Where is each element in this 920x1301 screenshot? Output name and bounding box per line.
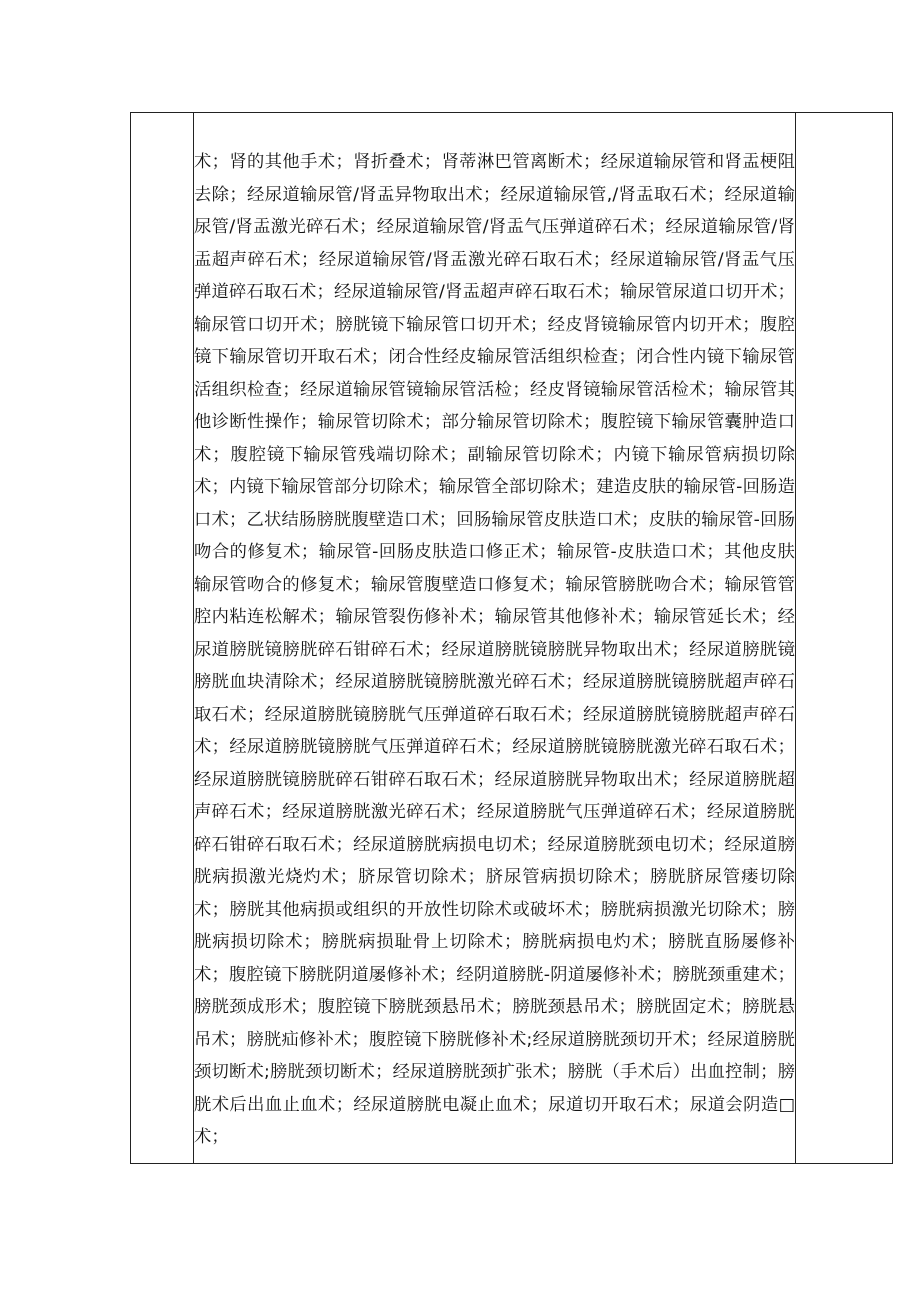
procedure-table (130, 112, 893, 1164)
procedure-list-text: 术；肾的其他手术；肾折叠术；肾蒂淋巴管离断术；经尿道输尿管和肾盂梗阻去除；经尿道输尿管/肾盂异物取出术；经尿道输尿管,/肾盂取石术；经尿道输尿管/肾盂激光碎石术；经尿道输尿管/肾盂气压弹道碎石术；经尿道输尿管/肾盂超声碎石术；经尿道输尿管/肾盂激光碎石取石术；经尿道输尿管/肾盂气压弹道碎石取石术；经尿道输尿管/肾盂超声碎石取石术；输尿管尿道口切开术；输尿管口切开术；膀胱镜下输尿管口切开术；经皮肾镜输尿管内切开术；腹腔镜下输尿管切开取石术；闭合性经皮输尿管活组织检查；闭合性内镜下输尿管活组织检查；经尿道输尿管镜输尿管活检；经皮肾镜输尿管活检术；输尿管其他诊断性操作；输尿管切除术；部分输尿管切除术；腹腔镜下输尿管囊肿造口术；腹腔镜下输尿管残端切除术；副输尿管切除术；内镜下输尿管病损切除术；内镜下输尿管部分切除术；输尿管全部切除术；建造皮肤的输尿管-回肠造口术；乙状结肠膀胱腹壁造口术；回肠输尿管皮肤造口术；皮肤的输尿管-回肠吻合的修复术；输尿管-回肠皮肤造口修正术；输尿管-皮肤造口术；其他皮肤输尿管吻合的修复术；输尿管腹壁造口修复术；输尿管膀胱吻合术；输尿管管腔内粘连松解术；输尿管裂伤修补术；输尿管其他修补术；输尿管延长术；经尿道膀胱镜膀胱碎石钳碎石术；经尿道膀胱镜膀胱异物取出术；经尿道膀胱镜膀胱血块清除术；经尿道膀胱镜膀胱激光碎石术；经尿道膀胱镜膀胱超声碎石取石术；经尿道膀胱镜膀胱气压弹道碎石取石术；经尿道膀胱镜膀胱超声碎石术；经尿道膀胱镜膀胱气压弹道碎石术；经尿道膀胱镜膀胱激光碎石取石术；经尿道膀胱镜膀胱碎石钳碎石取石术；经尿道膀胱异物取出术；经尿道膀胱超声碎石术；经尿道膀胱激光碎石术；经尿道膀胱气压弹道碎石术；经尿道膀胱碎石钳碎石取石术；经尿道膀胱病损电切术；经尿道膀胱颈电切术；经尿道膀胱病损激光烧灼术；脐尿管切除术；脐尿管病损切除术；膀胱脐尿管瘘切除术；膀胱其他病损或组织的开放性切除术或破坏术；膀胱病损激光切除术；膀胱病损切除术；膀胱病损耻骨上切除术；膀胱病损电灼术；膀胱直肠屡修补术；腹腔镜下膀胱阴道屡修补术；经阴道膀胱-阴道屡修补术；膀胱颈重建术；膀胱颈成形术；腹腔镜下膀胱颈悬吊术；膀胱颈悬吊术；膀胱固定术；膀胱悬吊术；膀胱疝修补术；腹腔镜下膀胱修补术;经尿道膀胱颈切开术；经尿道膀胱颈切断术;膀胱颈切断术；经尿道膀胱颈扩张术；膀胱（手术后）出血控制；膀胱术后出血止血术；经尿道膀胱电凝止血术；尿道切开取石术；尿道会阴造□术； (194, 152, 795, 1147)
table-column-divider-right (795, 113, 796, 1163)
